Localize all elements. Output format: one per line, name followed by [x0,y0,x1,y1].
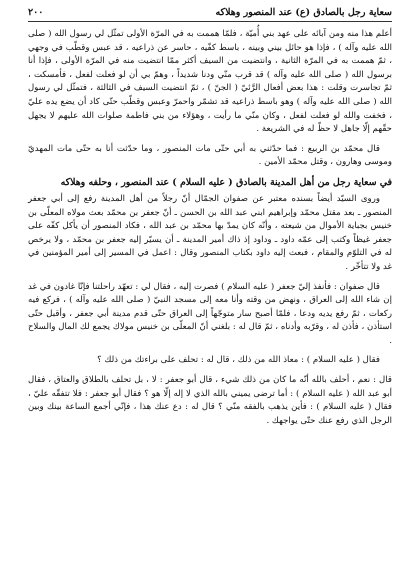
running-head-title: سعاية رجل بالصادق (ع) عند المنصور وهلاكه [215,7,392,18]
page-number: ٢٠٠ [28,7,44,18]
paragraph: وروى السيّد أيضاً بسنده معتبر عن صفوان الجمّال أنّ رجلاً من أهل المدينة رفع إلى أبي جعفر المنصور ـ بعد مقتل محمّد وإبراهيم ابني عبد الله بن الحسن ـ أنّ جعفر بن محمّد بعث مولاه المعلّى بن خنيس بجباية الأموال من شيعته ، وأنّه كان يمدّ بها محمّد بن عبد الله ، فكاد المنصور أن يأكل كفّه على جعفر غيظاً وكتب إلى عمّه داود ـ وداود إذ ذاك أمير المدينة ـ أن يسيّر إليه جعفر بن محمّد ، ولا يرخص له في التلوّم والمقام ، فبعث إليه داود بكتاب المنصور وقال : اعمل في المسير إلى أمير المؤمنين في غد ولا تتأخّر . [28,193,392,272]
paragraph: قال صفوان : فأنفذ إليّ جعفر ( عليه السلام ) فصرت إليه ، فقال لي : تعهّد راحلتنا فإنّا غادون في غد إن شاء الله إلى العراق ، ونهض من وقته وأنا معه إلى مسجد النبيّ ( صلى الله عليه وآله ) ، فركع فيه ركعات ، ثمّ رفع يديه ودعا ، فلمّا أصبح سار متوجّهاً إلى العراق حتّى قدم مدينة أبي جعفر ، وأقبل حتّى استأذن ، فأذن له ، وقرّبه وأدناه ، ثمّ قال له : بلغني أنّ المعلّى بن خنيس مولاك يجمع لك المال والسلاح . [28,281,392,346]
running-head [28,6,392,22]
section-heading: في سعاية رجل من أهل المدينة بالصادق ( عليه السلام ) عند المنصور ، وحلفه وهلاكه [60,176,392,188]
paragraph: قال : نعم ، أحلف بالله أنّه ما كان من ذلك شيء ، قال أبو جعفر : لا ، بل تحلف بالطلاق والعتاق ، فقال أبو عبد الله ( عليه السلام ) : أما ترضى يميني بالله الذي لا إله إلّا هو ؟ فقال أبو جعفر : فلا تتفقّه عليّ ، فقال ( عليه السلام ) : فأين يذهب بالفقه منّي ؟ قال له : دع عنك هذا ، فإنّي أجمع الساعة بينك وبين الرجل الذي رفع عنك حتّى يواجهك . [28,375,392,426]
paragraph: فقال ( عليه السلام ) : معاذ الله من ذلك ، قال له : تحلف على براءتك من ذلك ؟ [97,355,380,366]
paragraph: أعلم هذا منه ومن آبائه على عهد بني أُميّة ، فلمّا هممت به في المرّة الأولى تمثّل لي رسول الله ( صلى الله عليه وآله ) ، فإذا هو حائل بيني وبينه ، باسط كفّيه ، حاسر عن ذراعيه ، قد عبس وقطّب في وجهي ، ثمّ هممت به في المرّة الثانية ، وانتضيت من السيف أكثر ممّا انتضيت منه في المرّة الأولى ، فإذا أنا برسول الله ( صلى الله عليه وآله ) قد قرب منّي ودنا شديداً ، وهمّ بي أن لو فعلت لفعل ، فأمسكت ، ثمّ تجاسرت وقلت : هذا بعض أفعال الرَّئيّ ( الجنّ ) ، ثمّ انتضيت السيف في الثالثة ، فتمثّل لي رسول الله ( صلى الله عليه وآله ) وهو باسط ذراعيه قد تشمّر واحمرّ وعبس وقطّب حتّى كاد أن يضع يده عليّ ، فخفت والله لو فعلت لفعل ، وكان منّي ما رأيت ، وهؤلاء من بني فاطمة صلوات الله عليهم لا يجهل حقّهم إلّا جاهل لا حظّ له في الشريعة . [28,29,392,135]
paragraph: قال محمّد بن الربيع : فما حدّثني به أبي حتّى مات المنصور ، وما حدّثت أنا به حتّى مات المهديّ وموسى وهارون ، وقتل محمّد الأمين . [28,143,392,168]
